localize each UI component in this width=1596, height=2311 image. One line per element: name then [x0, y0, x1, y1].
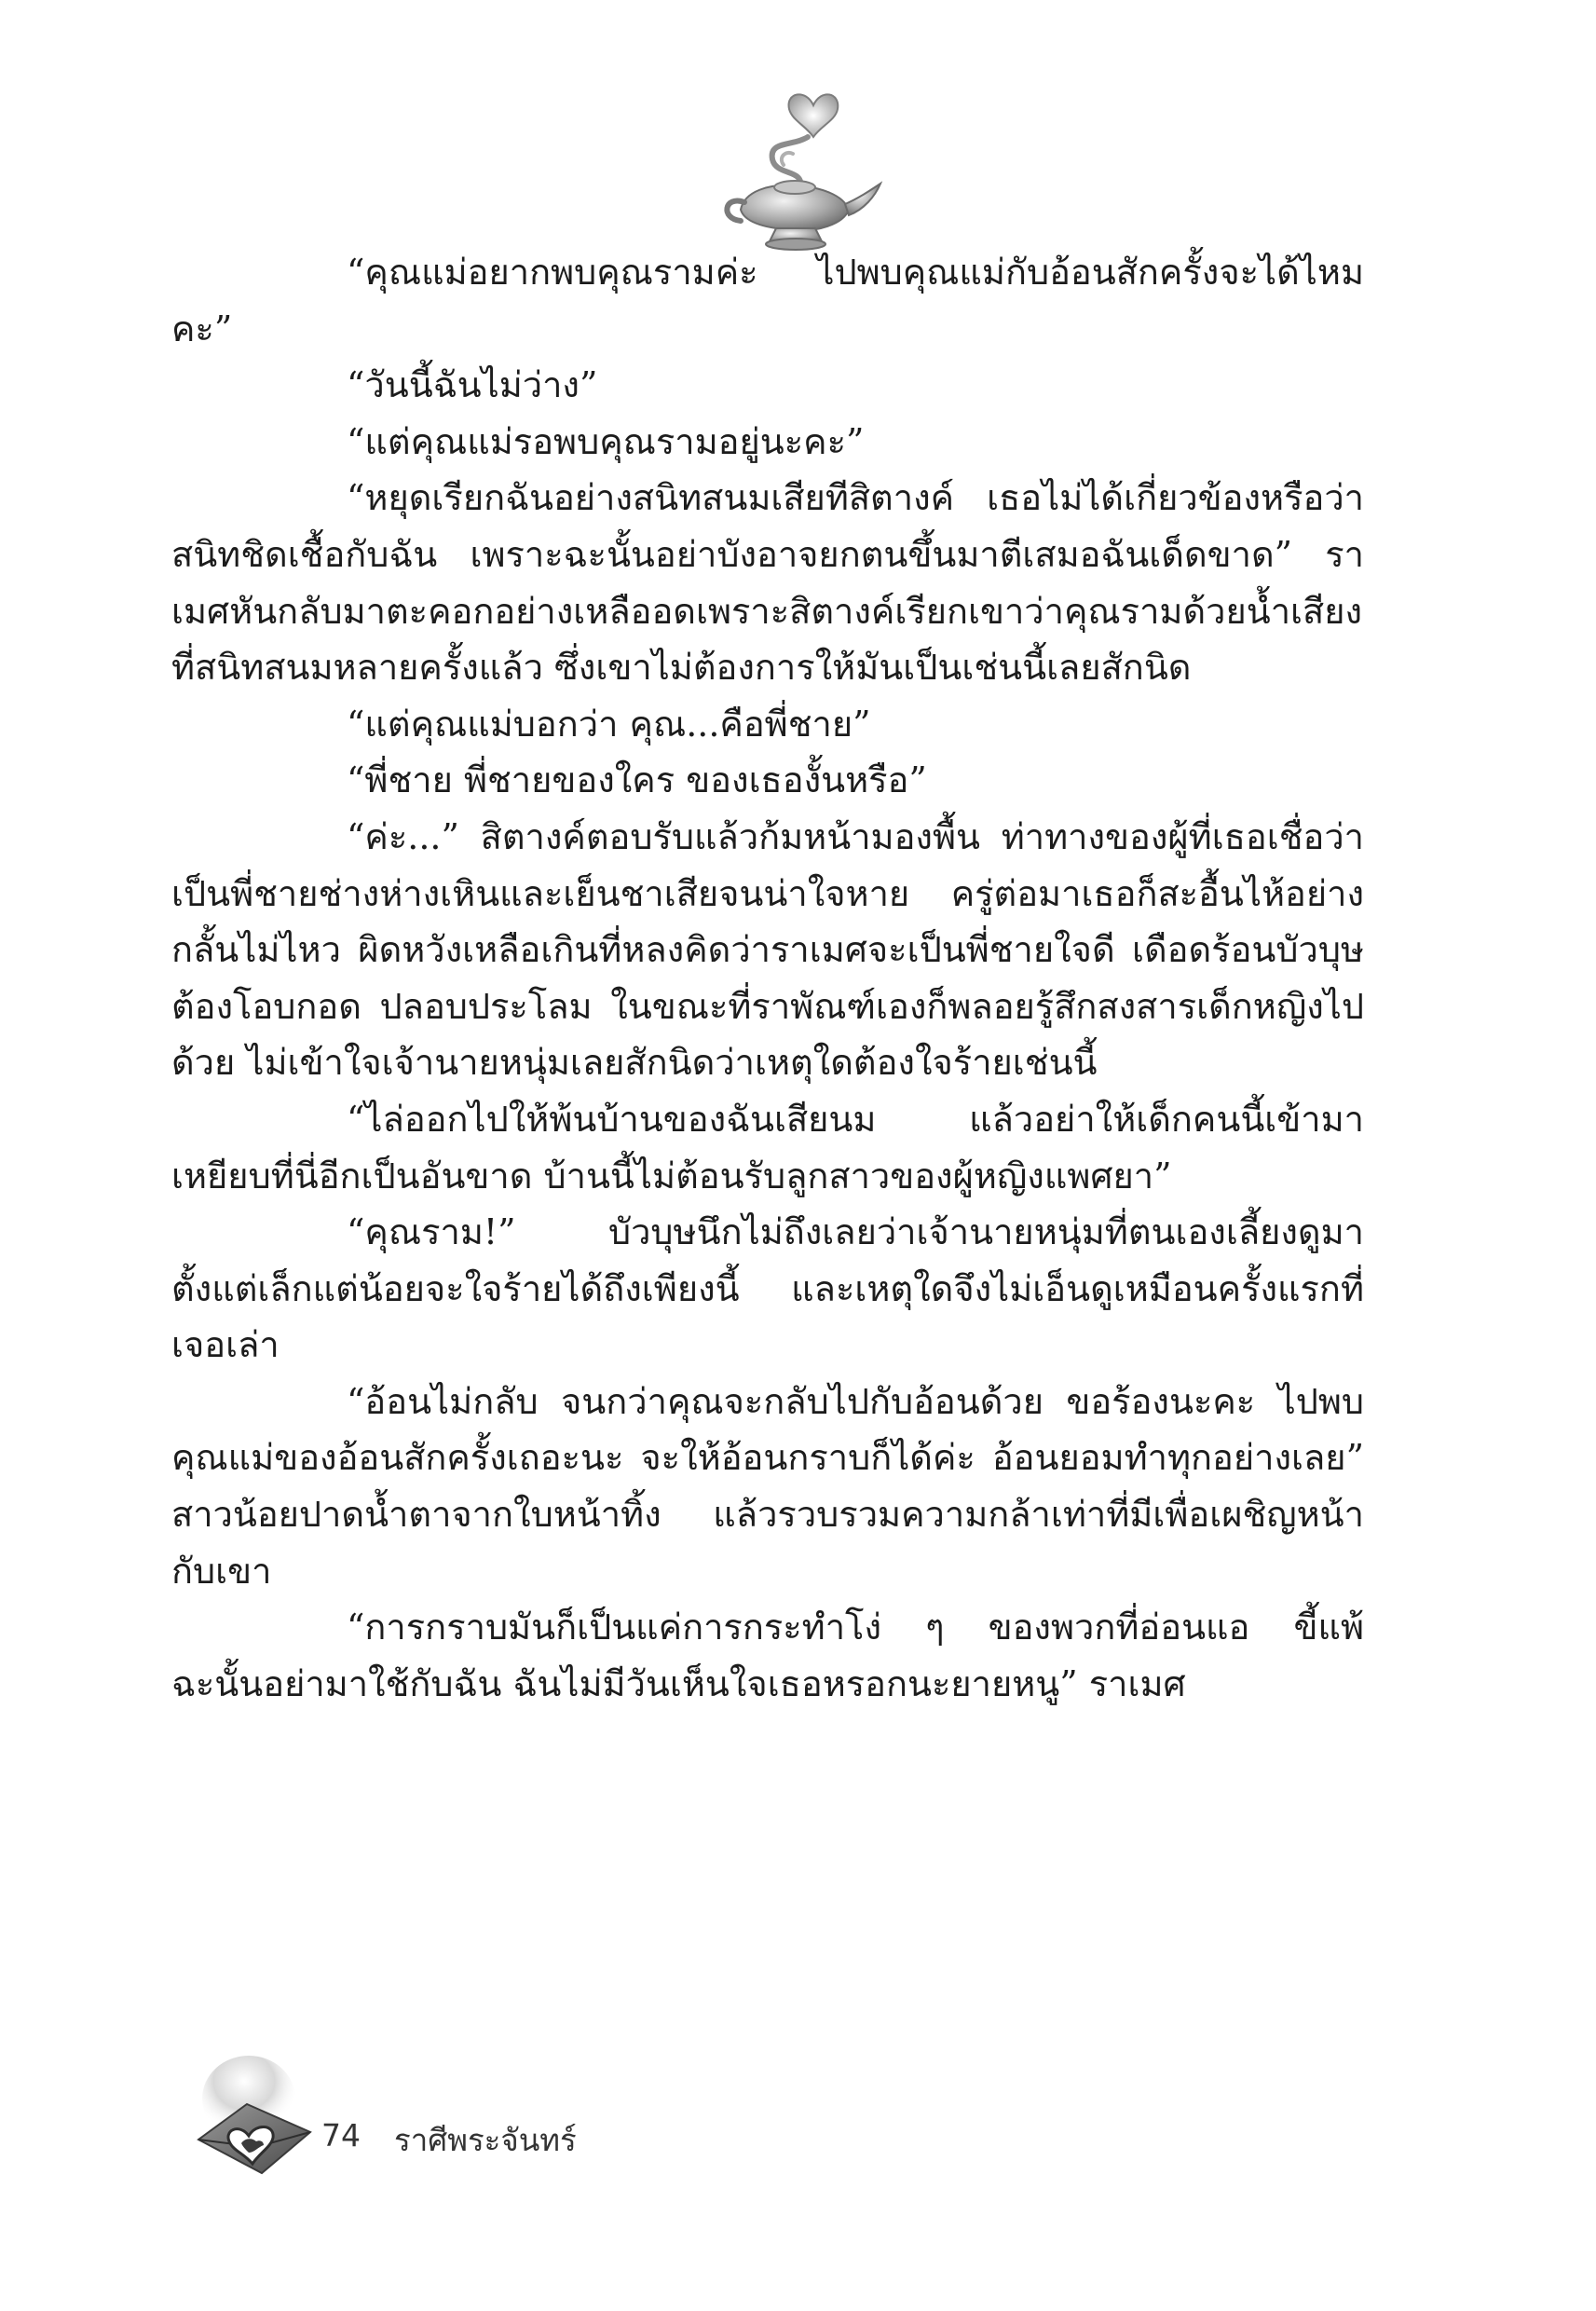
heart-envelope-icon [191, 2050, 321, 2190]
genie-lamp-icon [703, 79, 890, 256]
page-number: 74 [321, 2117, 361, 2154]
paragraph: “ไล่ออกไปให้พ้นบ้านของฉันเสียนม แล้วอย่าให้เด็กคนนี้เข้ามาเหยียบที่นี่อีกเป็นอันขาด บ้านนี้ไม่ต้อนรับลูกสาวของผู้หญิงแพศยา” [171, 1098, 1364, 1197]
paragraph: “หยุดเรียกฉันอย่างสนิทสนมเสียทีสิตางค์ เธอไม่ได้เกี่ยวข้องหรือว่าสนิทชิดเชื้อกับฉัน เพราะฉะนั้นอย่าบังอาจยกตนขึ้นมาตีเสมอฉันเด็ดขาด” ราเมศหันกลับมาตะคอกอย่างเหลืออดเพราะสิตางค์เรียกเขาว่าคุณรามด้วยน้ำเสียงที่สนิทสนมหลายครั้งแล้ว ซึ่งเขาไม่ต้องการให้มันเป็นเช่นนี้เลยสักนิด [171, 477, 1364, 689]
paragraph: “แต่คุณแม่รอพบคุณรามอยู่นะคะ” [347, 420, 865, 462]
paragraph: “คุณแม่อยากพบคุณรามค่ะ ไปพบคุณแม่กับอ้อนสักครั้งจะได้ไหมคะ” [171, 252, 1364, 349]
page-footer [191, 2050, 936, 2199]
paragraph: “การกราบมันก็เป็นแค่การกระทำโง่ ๆ ของพวกที่อ่อนแอ ขี้แพ้ ฉะนั้นอย่ามาใช้กับฉัน ฉันไม่มีวันเห็นใจเธอหรอกนะยายหนู” ราเมศ [171, 1607, 1364, 1704]
paragraph: “คุณราม!” บัวบุษนึกไม่ถึงเลยว่าเจ้านายหนุ่มที่ตนเองเลี้ยงดูมาตั้งแต่เล็กแต่น้อยจะใจร้ายได้ถึงเพียงนี้ และเหตุใดจึงไม่เอ็นดูเหมือนครั้งแรกที่เจอเล่า [171, 1211, 1364, 1366]
body-text [171, 244, 1364, 1712]
book-title: ราศีพระจันทร์ [394, 2122, 577, 2158]
paragraph: “อ้อนไม่กลับ จนกว่าคุณจะกลับไปกับอ้อนด้วย ขอร้องนะคะ ไปพบคุณแม่ของอ้อนสักครั้งเถอะนะ จะให้อ้อนกราบก็ได้ค่ะ อ้อนยอมทำทุกอย่างเลย” สาวน้อยปาดน้ำตาจากใบหน้าทิ้ง แล้วรวบรวมความกล้าเท่าที่มีเพื่อเผชิญหน้ากับเขา [171, 1380, 1364, 1592]
paragraph: “ค่ะ...” สิตางค์ตอบรับแล้วก้มหน้ามองพื้น ท่าทางของผู้ที่เธอเชื่อว่าเป็นพี่ชายช่างห่างเหินและเย็นชาเสียจนน่าใจหาย ครู่ต่อมาเธอก็สะอื้นไห้อย่างกลั้นไม่ไหว ผิดหวังเหลือเกินที่หลงคิดว่าราเมศจะเป็นพี่ชายใจดี เดือดร้อนบัวบุษต้องโอบกอด ปลอบประโลม ในขณะที่ราพัณฑ์เองก็พลอยรู้สึกสงสารเด็กหญิงไปด้วย ไม่เข้าใจเจ้านายหนุ่มเลยสักนิดว่าเหตุใดต้องใจร้ายเช่นนี้ [171, 815, 1364, 1084]
paragraph: “แต่คุณแม่บอกว่า คุณ...คือพี่ชาย” [347, 703, 871, 745]
paragraph: “พี่ชาย พี่ชายของใคร ของเธองั้นหรือ” [347, 759, 927, 801]
paragraph: “วันนี้ฉันไม่ว่าง” [347, 364, 598, 406]
